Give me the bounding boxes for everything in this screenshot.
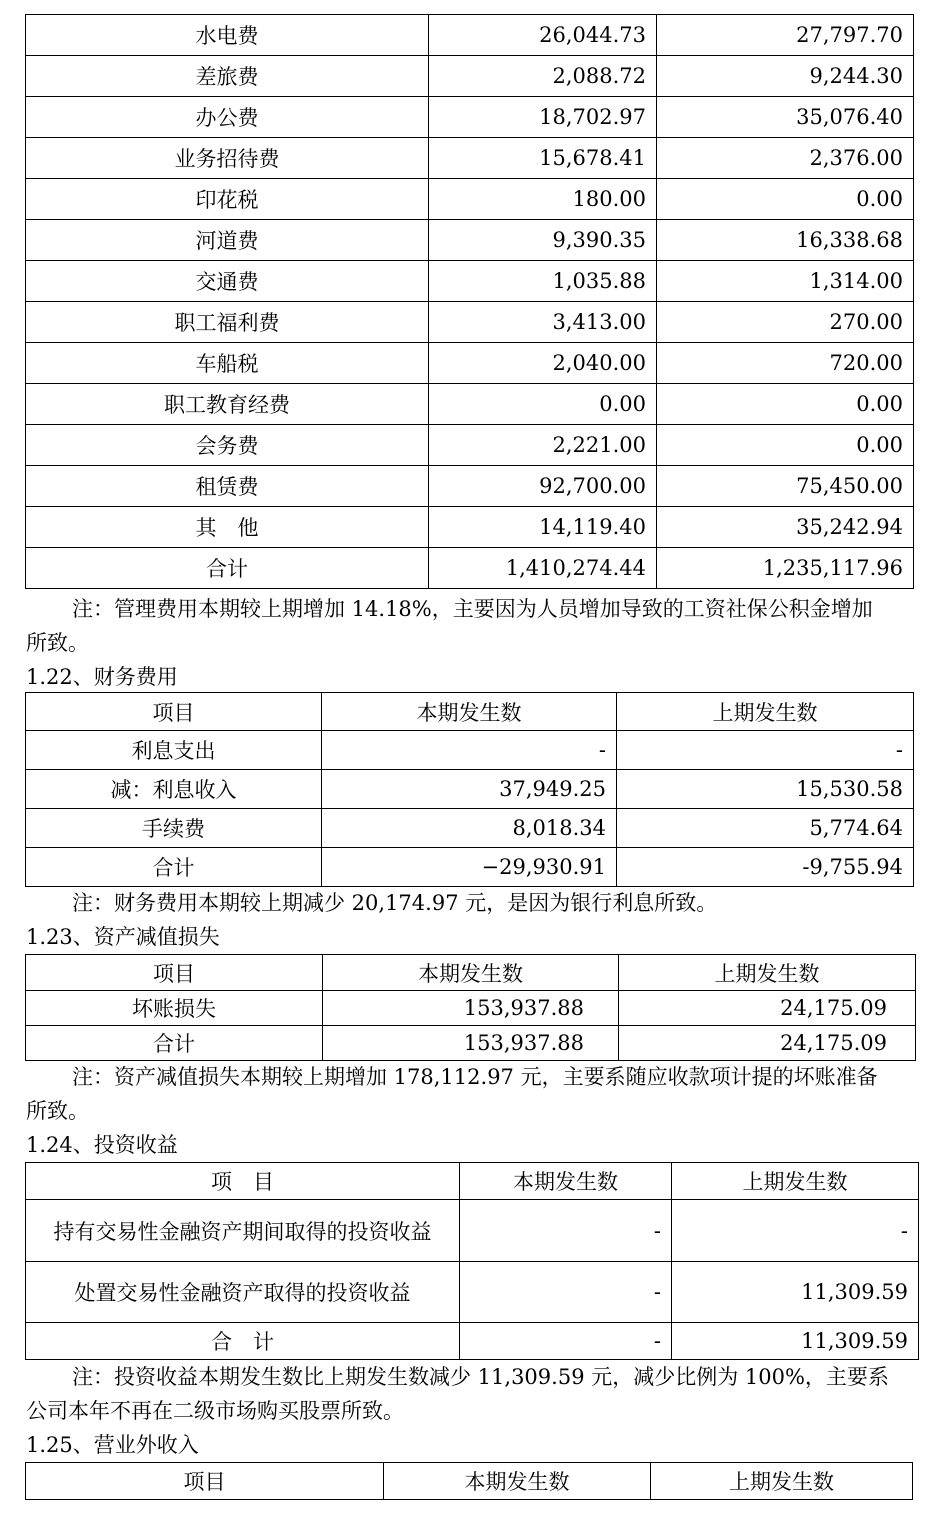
current-cell: 1,035.88 (429, 261, 657, 302)
item-cell: 合计 (26, 548, 429, 589)
previous-cell: 27,797.70 (657, 15, 914, 56)
previous-cell: 270.00 (657, 302, 914, 343)
header-previous: 上期发生数 (617, 693, 914, 731)
table-row (26, 302, 914, 343)
previous-cell: - (617, 731, 914, 770)
table-row (26, 220, 914, 261)
header-item: 项目 (26, 955, 323, 991)
management-expense-note: 注：管理费用本期较上期增加 14.18%，主要因为人员增加导致的工资社保公积金增加 (72, 597, 873, 621)
table-row (26, 1262, 919, 1323)
previous-cell: 9,244.30 (657, 56, 914, 97)
table-row (26, 425, 914, 466)
table-row (26, 809, 914, 848)
table-row (26, 770, 914, 809)
total-row (26, 848, 914, 887)
current-cell: 153,937.88 (323, 991, 619, 1026)
table-row (26, 179, 914, 220)
item-cell: 持有交易性金融资产期间取得的投资收益 (26, 1200, 460, 1262)
item-cell: 租赁费 (26, 466, 429, 507)
current-cell: 180.00 (429, 179, 657, 220)
item-cell: 业务招待费 (26, 138, 429, 179)
table-row (26, 384, 914, 425)
investment-income-note: 注：投资收益本期发生数比上期发生数减少 11,309.59 元，减少比例为 100%，主要系 (72, 1365, 889, 1389)
previous-cell: 11,309.59 (672, 1262, 919, 1323)
previous-cell: 16,338.68 (657, 220, 914, 261)
item-cell: 差旅费 (26, 56, 429, 97)
current-cell: 9,390.35 (429, 220, 657, 261)
item-cell: 交通费 (26, 261, 429, 302)
header-current: 本期发生数 (323, 955, 619, 991)
previous-cell: 720.00 (657, 343, 914, 384)
table-row (26, 731, 914, 770)
previous-cell: 75,450.00 (657, 466, 914, 507)
current-cell: - (460, 1323, 672, 1360)
table-row (26, 261, 914, 302)
asset-impairment-table (25, 954, 916, 1061)
table-header-row (26, 1163, 919, 1200)
current-cell: −29,930.91 (322, 848, 617, 887)
header-current: 本期发生数 (460, 1163, 672, 1200)
previous-cell: -9,755.94 (617, 848, 914, 887)
item-cell: 车船税 (26, 343, 429, 384)
previous-cell: 24,175.09 (619, 1026, 916, 1061)
table-row (26, 991, 916, 1026)
non-operating-income-table (25, 1462, 913, 1500)
total-row (26, 1026, 916, 1061)
current-cell: - (460, 1262, 672, 1323)
table-header-row (26, 955, 916, 991)
header-item: 项目 (26, 1463, 384, 1500)
current-cell: 8,018.34 (322, 809, 617, 848)
item-cell: 合计 (26, 1026, 323, 1061)
management-expense-note-cont: 所致。 (26, 631, 89, 655)
current-cell: - (460, 1200, 672, 1262)
header-previous: 上期发生数 (672, 1163, 919, 1200)
asset-impairment-note: 注：资产减值损失本期较上期增加 178,112.97 元，主要系随应收款项计提的坏账准备 (72, 1065, 878, 1089)
current-cell: - (322, 731, 617, 770)
item-cell: 河道费 (26, 220, 429, 261)
table-row (26, 56, 914, 97)
item-cell: 坏账损失 (26, 991, 323, 1026)
item-cell: 利息支出 (26, 731, 322, 770)
section-heading-1-25: 1.25、营业外收入 (26, 1433, 199, 1457)
current-cell: 15,678.41 (429, 138, 657, 179)
previous-cell: 1,235,117.96 (657, 548, 914, 589)
table-row (26, 97, 914, 138)
management-expense-table (25, 14, 914, 589)
header-item: 项目 (26, 693, 322, 731)
item-cell: 职工福利费 (26, 302, 429, 343)
current-cell: 92,700.00 (429, 466, 657, 507)
table-row (26, 1200, 919, 1262)
table-row (26, 466, 914, 507)
current-cell: 14,119.40 (429, 507, 657, 548)
investment-income-note-cont: 公司本年不再在二级市场购买股票所致。 (26, 1399, 404, 1423)
previous-cell: 24,175.09 (619, 991, 916, 1026)
previous-cell: 35,242.94 (657, 507, 914, 548)
previous-cell: 35,076.40 (657, 97, 914, 138)
current-cell: 0.00 (429, 384, 657, 425)
header-current: 本期发生数 (384, 1463, 651, 1500)
header-previous: 上期发生数 (651, 1463, 913, 1500)
previous-cell: 1,314.00 (657, 261, 914, 302)
table-row (26, 138, 914, 179)
current-cell: 37,949.25 (322, 770, 617, 809)
table-row (26, 343, 914, 384)
total-row (26, 548, 914, 589)
current-cell: 26,044.73 (429, 15, 657, 56)
section-heading-1-22: 1.22、财务费用 (26, 665, 178, 689)
table-row (26, 507, 914, 548)
current-cell: 1,410,274.44 (429, 548, 657, 589)
table-header-row (26, 693, 914, 731)
previous-cell: 11,309.59 (672, 1323, 919, 1360)
table-row (26, 15, 914, 56)
item-cell: 减：利息收入 (26, 770, 322, 809)
financial-expense-table (25, 692, 914, 887)
current-cell: 2,040.00 (429, 343, 657, 384)
previous-cell: 0.00 (657, 179, 914, 220)
item-cell: 水电费 (26, 15, 429, 56)
item-cell: 合 计 (26, 1323, 460, 1360)
previous-cell: 0.00 (657, 425, 914, 466)
item-cell: 其 他 (26, 507, 429, 548)
item-cell: 印花税 (26, 179, 429, 220)
item-cell: 合计 (26, 848, 322, 887)
investment-income-table (25, 1162, 919, 1360)
previous-cell: 15,530.58 (617, 770, 914, 809)
header-current: 本期发生数 (322, 693, 617, 731)
item-cell: 会务费 (26, 425, 429, 466)
previous-cell: - (672, 1200, 919, 1262)
item-cell: 处置交易性金融资产取得的投资收益 (26, 1262, 460, 1323)
header-item: 项 目 (26, 1163, 460, 1200)
current-cell: 2,221.00 (429, 425, 657, 466)
item-cell: 职工教育经费 (26, 384, 429, 425)
financial-expense-note: 注：财务费用本期较上期减少 20,174.97 元，是因为银行利息所致。 (72, 891, 718, 915)
asset-impairment-note-cont: 所致。 (26, 1099, 89, 1123)
item-cell: 手续费 (26, 809, 322, 848)
current-cell: 3,413.00 (429, 302, 657, 343)
header-previous: 上期发生数 (619, 955, 916, 991)
total-row (26, 1323, 919, 1360)
previous-cell: 2,376.00 (657, 138, 914, 179)
item-cell: 办公费 (26, 97, 429, 138)
current-cell: 153,937.88 (323, 1026, 619, 1061)
current-cell: 2,088.72 (429, 56, 657, 97)
previous-cell: 0.00 (657, 384, 914, 425)
table-header-row (26, 1463, 913, 1500)
current-cell: 18,702.97 (429, 97, 657, 138)
previous-cell: 5,774.64 (617, 809, 914, 848)
section-heading-1-24: 1.24、投资收益 (26, 1133, 178, 1157)
section-heading-1-23: 1.23、资产减值损失 (26, 925, 220, 949)
